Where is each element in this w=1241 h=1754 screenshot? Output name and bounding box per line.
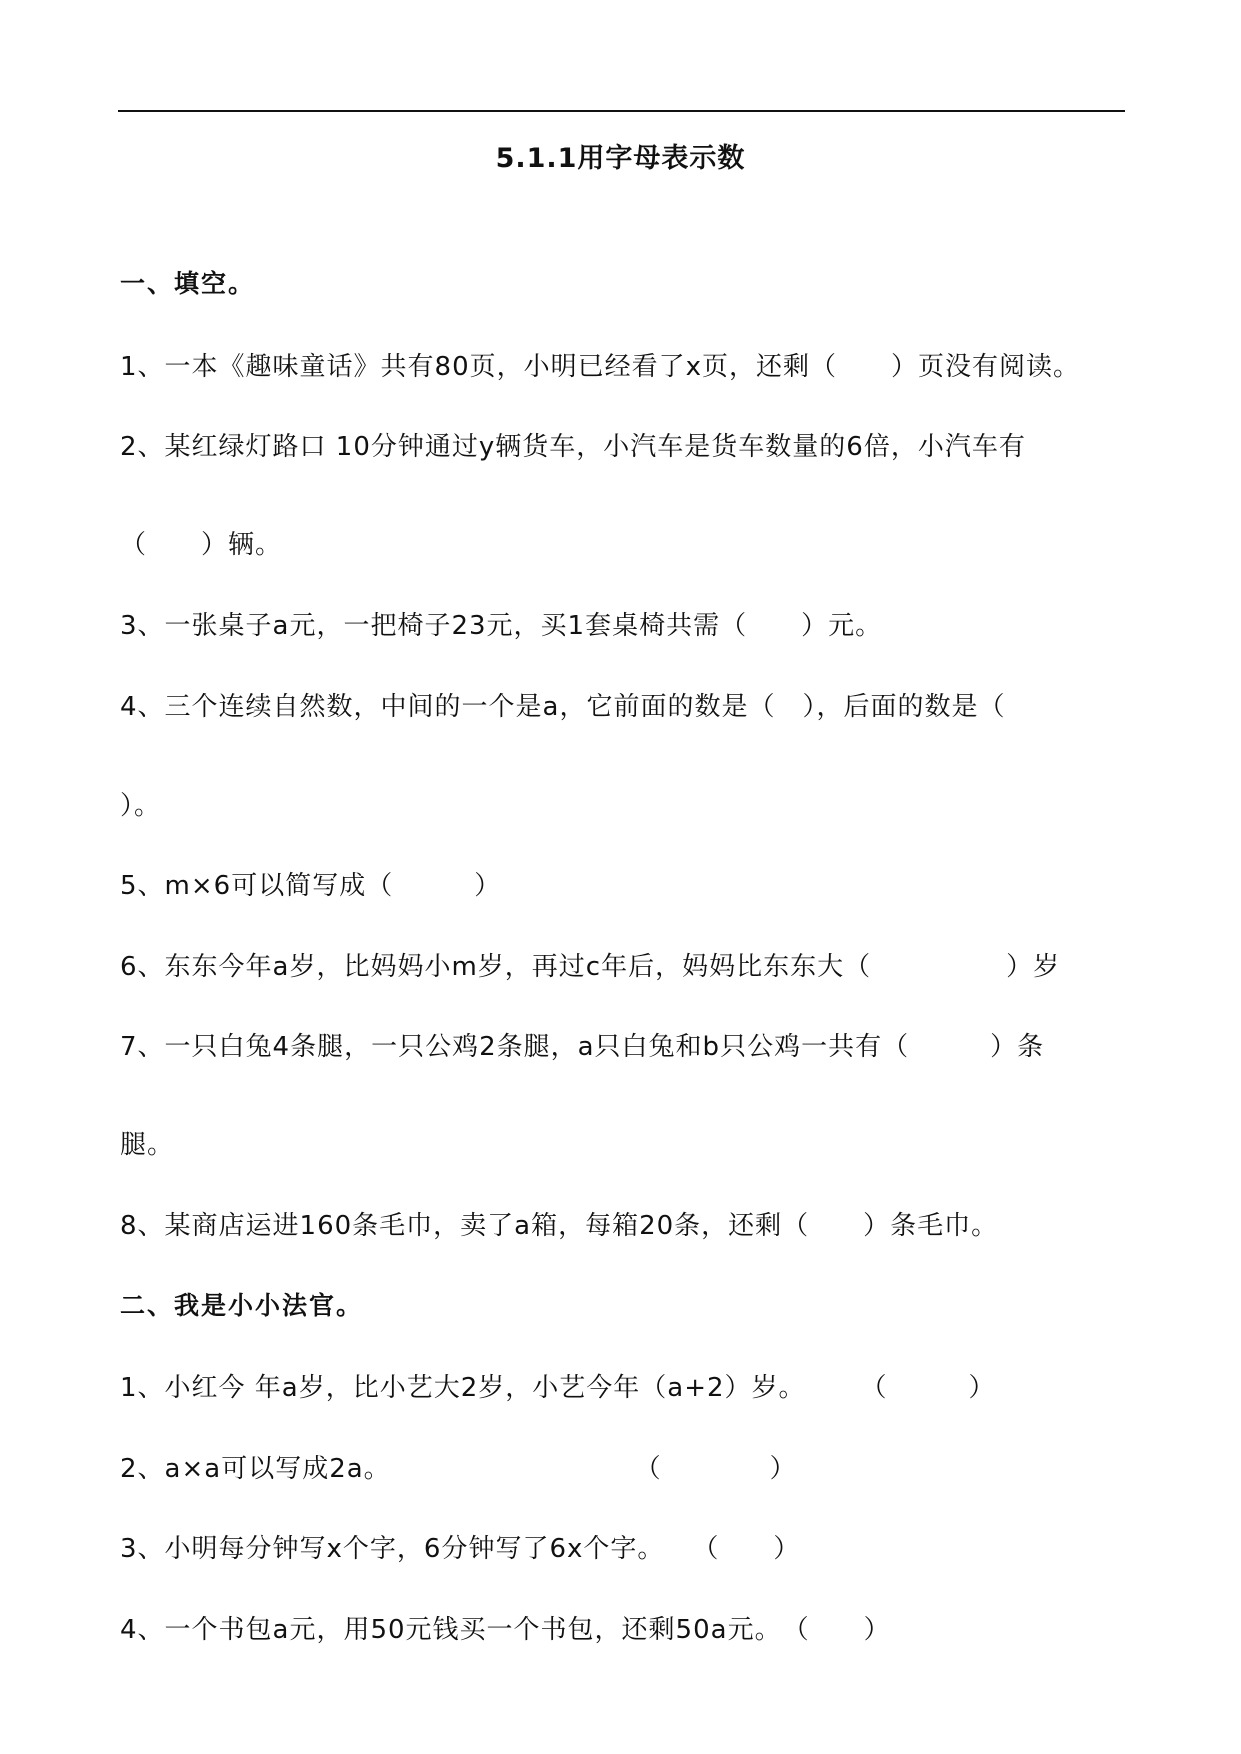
question-line: 8、某商店运进160条毛巾，卖了a箱，每箱20条，还剩（ ）条毛巾。 — [120, 1211, 999, 1241]
question-line: 3、一张桌子a元，一把椅子23元，买1套桌椅共需（ ）元。 — [120, 611, 883, 641]
header-rule — [118, 110, 1125, 112]
section-heading-judge: 二、我是小小法官。 — [120, 1291, 364, 1320]
question-line: 1、一本《趣味童话》共有80页，小明已经看了x页，还剩（ ）页没有阅读。 — [120, 352, 1081, 382]
question-line: 4、三个连续自然数，中间的一个是a，它前面的数是（ ），后面的数是（ — [120, 692, 1006, 722]
section-heading-fill-in: 一、填空。 — [120, 269, 256, 298]
question-line: 1、小红今 年a岁，比小艺大2岁，小艺今年（a+2）岁。 （ ） — [120, 1373, 996, 1403]
question-line: 7、一只白兔4条腿，一只公鸡2条腿，a只白兔和b只公鸡一共有（ ）条 — [120, 1032, 1045, 1062]
question-line: 3、小明每分钟写x个字，6分钟写了6x个字。 （ ） — [120, 1534, 801, 1564]
question-line: 2、a×a可以写成2a。 （ ） — [120, 1454, 797, 1484]
question-line: （ ）辆。 — [120, 530, 283, 560]
question-line: ）。 — [120, 791, 162, 821]
question-line: 腿。 — [120, 1130, 175, 1160]
question-line: 2、某红绿灯路口 10分钟通过y辆货车，小汽车是货车数量的6倍，小汽车有 — [120, 432, 1026, 462]
question-line: 5、m×6可以简写成（ ） — [120, 871, 502, 901]
question-line: 6、东东今年a岁，比妈妈小m岁，再过c年后，妈妈比东东大（ ）岁 — [120, 952, 1061, 982]
page-title: 5.1.1用字母表示数 — [495, 143, 746, 174]
question-line: 4、一个书包a元，用50元钱买一个书包，还剩50a元。 （ ） — [120, 1615, 891, 1645]
